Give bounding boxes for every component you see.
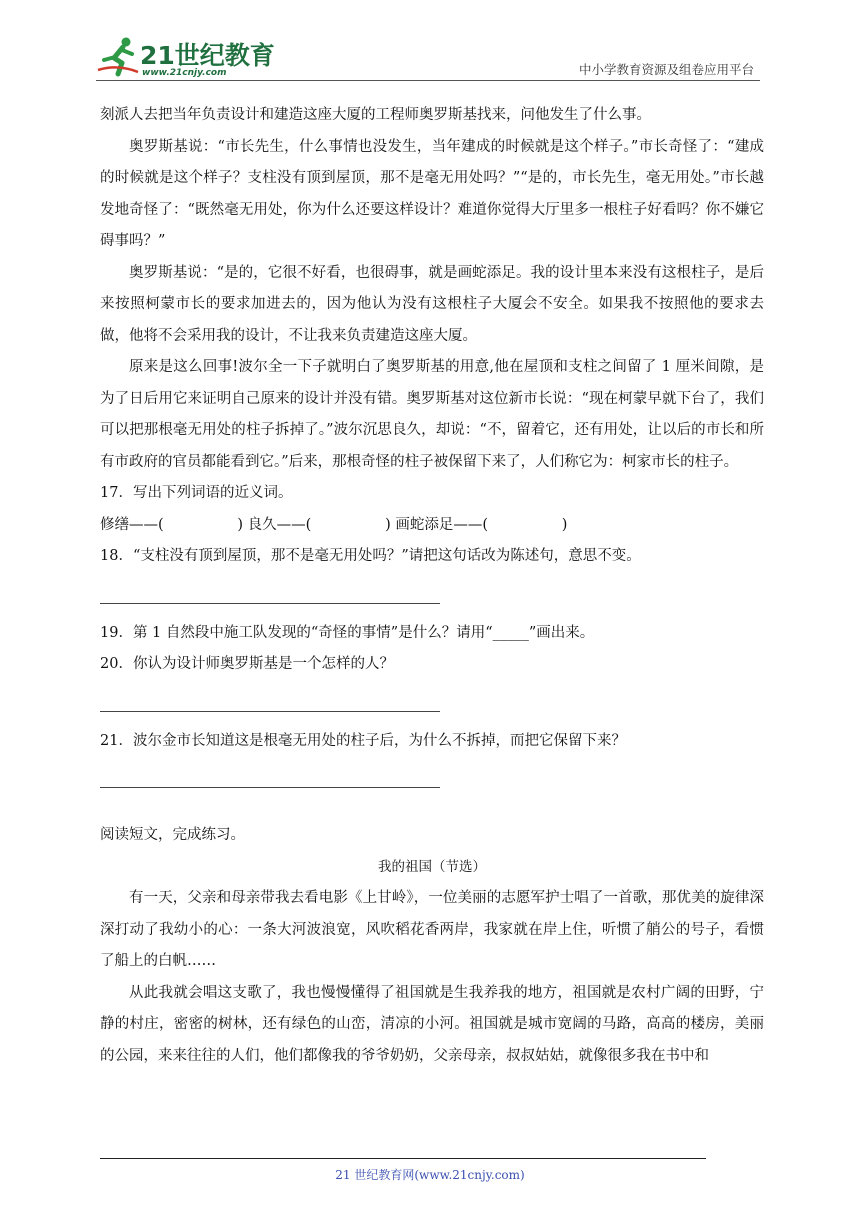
answer-line-18 <box>100 603 440 604</box>
question-18: 18．“支柱没有顶到屋顶，那不是毫无用处吗？”请把这句话改为陈述句，意思不变。 <box>100 548 641 564</box>
paragraph: 原来是这么回事!波尔全一下子就明白了奥罗斯基的用意,他在屋顶和支柱之间留了 1 厘米间隙，是为了日后用它来证明自己原来的设计并没有错。奥罗斯基对这位新市长说：“现在柯蒙早就下台了，我们可以把那根毫无用处的柱子拆掉了。”波尔沉思良久，却说：“不，留着它，还有用处，让以后的市长和所有市政府的官员都能看到它。”后来，那根奇怪的柱子被保留下来了，人们称它为：柯家市长的柱子。 <box>100 359 764 470</box>
page-header <box>96 30 760 82</box>
footer-divider <box>100 1158 706 1159</box>
question-19: 19．第 1 自然段中施工队发现的“奇怪的事情”是什么？请用“_____”画出来。 <box>100 624 595 641</box>
logo-url: www.21cnjy.com <box>142 68 227 78</box>
logo <box>96 36 275 80</box>
answer-line-21 <box>100 787 440 788</box>
section-title: 我的祖国（节选） <box>378 858 486 875</box>
section-instruction: 阅读短文，完成练习。 <box>100 827 245 843</box>
question-17-items: 修缮——( ) 良久——( ) 画蛇添足——( ) <box>100 516 568 533</box>
question-17: 17．写出下列词语的近义词。 <box>100 485 293 501</box>
paragraph: 从此我就会唱这支歌了，我也慢慢懂得了祖国就是生我养我的地方，祖国就是农村广阔的田野，宁静的村庄，密密的树林，还有绿色的山峦，清凉的小河。祖国就是城市宽阔的马路，高高的楼房，美丽的公园，来来往往的人们，他们都像我的爷爷奶奶，父亲母亲，叔叔姑姑，就像很多我在书中和 <box>100 984 764 1064</box>
section-gap <box>100 802 764 820</box>
logo-title: 21世纪教育 <box>140 41 275 70</box>
answer-line-20 <box>100 711 440 712</box>
header-divider <box>96 80 760 81</box>
runner-logo-icon <box>96 36 140 78</box>
question-21: 21．波尔金市长知道这是根毫无用处的柱子后，为什么不拆掉，而把它保留下来？ <box>100 732 626 749</box>
paragraph: 有一天，父亲和母亲带我去看电影《上甘岭》，一位美丽的志愿军护士唱了一首歌，那优美的旋律深深打动了我幼小的心：一条大河波浪宽，风吹稻花香两岸，我家就在岸上住，听惯了艄公的号子，看惯了船上的白帆…… <box>100 890 764 969</box>
page-footer: 21 世纪教育网(www.21cnjy.com) <box>335 1168 525 1182</box>
platform-name: 中小学教育资源及组卷应用平台 <box>578 62 754 77</box>
paragraph: 刻派人去把当年负责设计和建造这座大厦的工程师奥罗斯基找来，问他发生了什么事。 <box>100 107 651 123</box>
paragraph: 奥罗斯基说：“市长先生，什么事情也没发生，当年建成的时候就是这个样子。”市长奇怪了：“建成的时候就是这个样子？支柱没有顶到屋顶，那不是毫无用处吗？”“是的，市长先生，毫无用处。”市长越发地奇怪了：“既然毫无用处，你为什么还要这样设计？难道你觉得大厅里多一根柱子好看吗？你不嫌它碍事吗？” <box>100 138 764 249</box>
question-20: 20．你认为设计师奥罗斯基是一个怎样的人？ <box>100 656 394 672</box>
paragraph: 奥罗斯基说：“是的，它很不好看，也很碍事，就是画蛇添足。我的设计里本来没有这根柱子，是后来按照柯蒙市长的要求加进去的，因为他认为没有这根柱子大厦会不安全。如果我不按照他的要求去做，他将不会采用我的设计，不让我来负责建造这座大厦。 <box>100 264 764 344</box>
document-body <box>100 100 764 1072</box>
